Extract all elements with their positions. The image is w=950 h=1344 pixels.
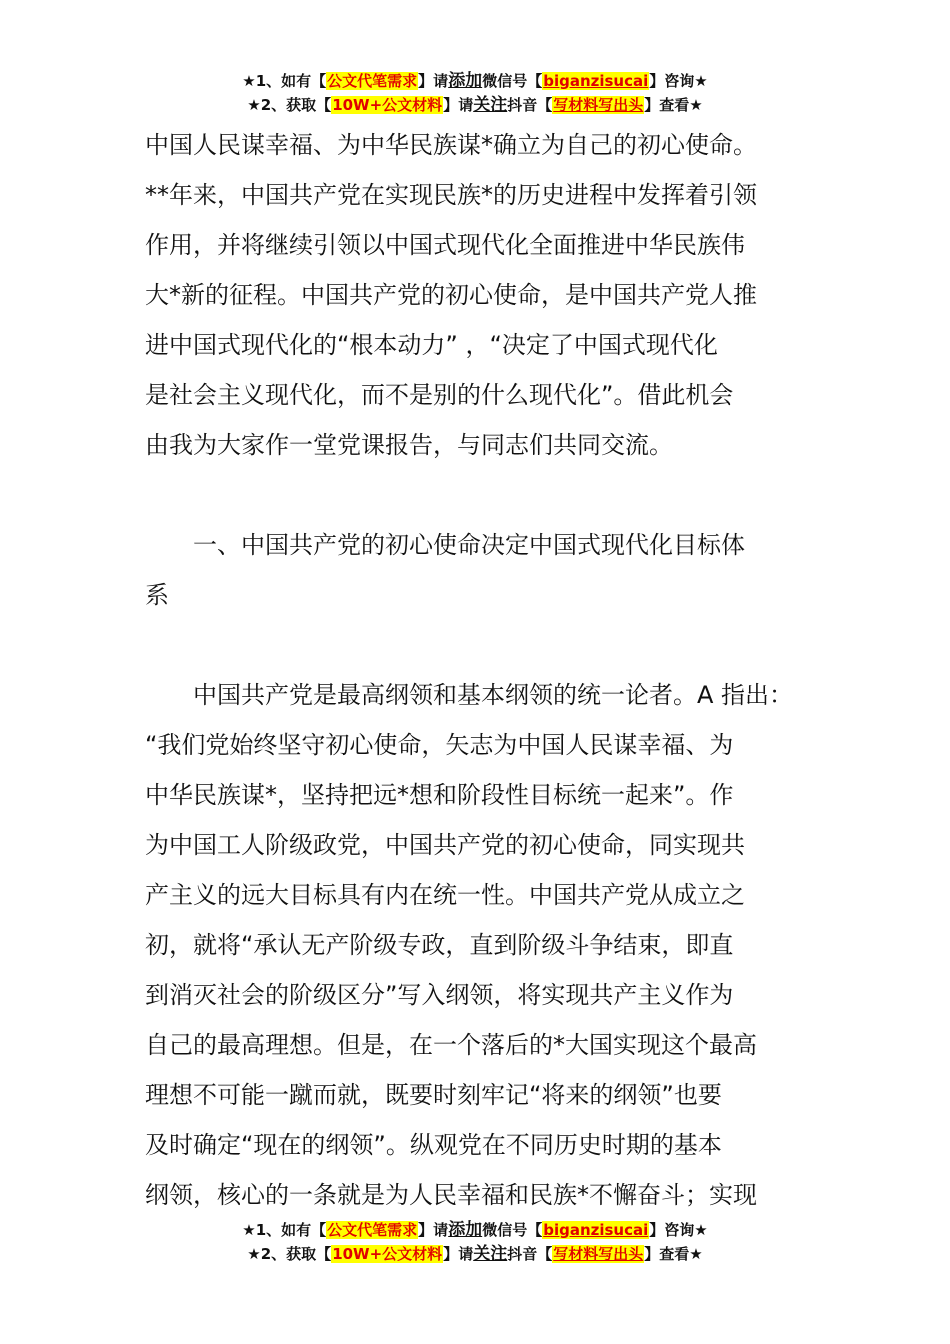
text-line: 中华民族谋*，坚持把远*想和阶段性目标统一起来”。作 — [145, 781, 734, 809]
text-line: **年来，中国共产党在实现民族*的历史进程中发挥着引领 — [145, 181, 757, 209]
paragraph-gap — [145, 470, 825, 520]
banner-text: ★1、如有【 — [242, 1221, 327, 1239]
banner-emphasis: 关注 — [473, 95, 508, 115]
text-line: 进中国式现代化的“根本动力” ，“决定了中国式现代化 — [145, 331, 718, 359]
banner-text: ★2、获取【 — [247, 1245, 332, 1263]
text-line: 自己的最高理想。但是，在一个落后的*大国实现这个最高 — [145, 1031, 757, 1059]
banner-account[interactable]: 写材料写出头 — [553, 96, 644, 114]
banner-text: 微信号【 — [482, 1221, 543, 1239]
banner-text: 】请 — [418, 1221, 449, 1239]
paragraph-gap — [145, 620, 825, 670]
banner-line-1 — [0, 1218, 950, 1242]
banner-text: 微信号【 — [482, 72, 543, 90]
text-line: 及时确定“现在的纲领”。纵观党在不同历史时期的基本 — [145, 1131, 722, 1159]
text-line: 产主义的远大目标具有内在统一性。中国共产党从成立之 — [145, 881, 745, 909]
text-line: 到消灭社会的阶级区分”写入纲领，将实现共产主义作为 — [145, 981, 734, 1009]
banner-highlight: 公文代笔需求 — [327, 1221, 418, 1239]
text-line: 初，就将“承认无产阶级专政，直到阶级斗争结束，即直 — [145, 931, 734, 959]
text-line: 纲领，核心的一条就是为人民幸福和民族*不懈奋斗；实现 — [145, 1181, 757, 1209]
banner-line-2 — [0, 93, 950, 117]
banner-text: 】请 — [443, 96, 474, 114]
banner-text: 抖音【 — [507, 1245, 553, 1263]
header-banner — [0, 69, 950, 117]
banner-wechat-id[interactable]: biganzisucai — [543, 72, 649, 90]
banner-line-1 — [0, 69, 950, 93]
text-line: 为中国工人阶级政党，中国共产党的初心使命，同实现共 — [145, 831, 745, 859]
banner-text: 】查看★ — [644, 1245, 703, 1263]
banner-text: 】查看★ — [644, 96, 703, 114]
text-line: 由我为大家作一堂党课报告，与同志们共同交流。 — [145, 431, 673, 459]
text-line: 作用，并将继续引领以中国式现代化全面推进中华民族伟 — [145, 231, 745, 259]
footer-banner — [0, 1218, 950, 1266]
banner-emphasis: 关注 — [473, 1244, 508, 1264]
banner-text: 】请 — [418, 72, 449, 90]
text-line: 是社会主义现代化，而不是别的什么现代化”。借此机会 — [145, 381, 734, 409]
banner-text: 抖音【 — [507, 96, 553, 114]
banner-highlight: 10W+公文材料 — [332, 96, 443, 114]
text-line: “我们党始终坚守初心使命，矢志为中国人民谋幸福、为 — [145, 731, 734, 759]
banner-text: ★1、如有【 — [242, 72, 327, 90]
banner-highlight: 公文代笔需求 — [327, 72, 418, 90]
banner-text: 】咨询★ — [649, 1221, 708, 1239]
banner-text: ★2、获取【 — [247, 96, 332, 114]
text-line: 中国人民谋幸福、为中华民族谋*确立为自己的初心使命。 — [145, 131, 757, 159]
text-line: 理想不可能一蹴而就，既要时刻牢记“将来的纲领”也要 — [145, 1081, 722, 1109]
banner-highlight: 10W+公文材料 — [332, 1245, 443, 1263]
banner-text: 】咨询★ — [649, 72, 708, 90]
banner-line-2 — [0, 1242, 950, 1266]
banner-wechat-id[interactable]: biganzisucai — [543, 1221, 649, 1239]
text-line: 一、中国共产党的初心使命决定中国式现代化目标体 — [145, 531, 745, 559]
text-line: 系 — [145, 581, 169, 609]
document-body — [145, 120, 825, 1220]
banner-account[interactable]: 写材料写出头 — [553, 1245, 644, 1263]
text-line: 中国共产党是最高纲领和基本纲领的统一论者。A 指出： — [145, 681, 794, 709]
banner-emphasis: 添加 — [448, 1220, 483, 1240]
text-line: 大*新的征程。中国共产党的初心使命，是中国共产党人推 — [145, 281, 757, 309]
banner-emphasis: 添加 — [448, 71, 483, 91]
banner-text: 】请 — [443, 1245, 474, 1263]
